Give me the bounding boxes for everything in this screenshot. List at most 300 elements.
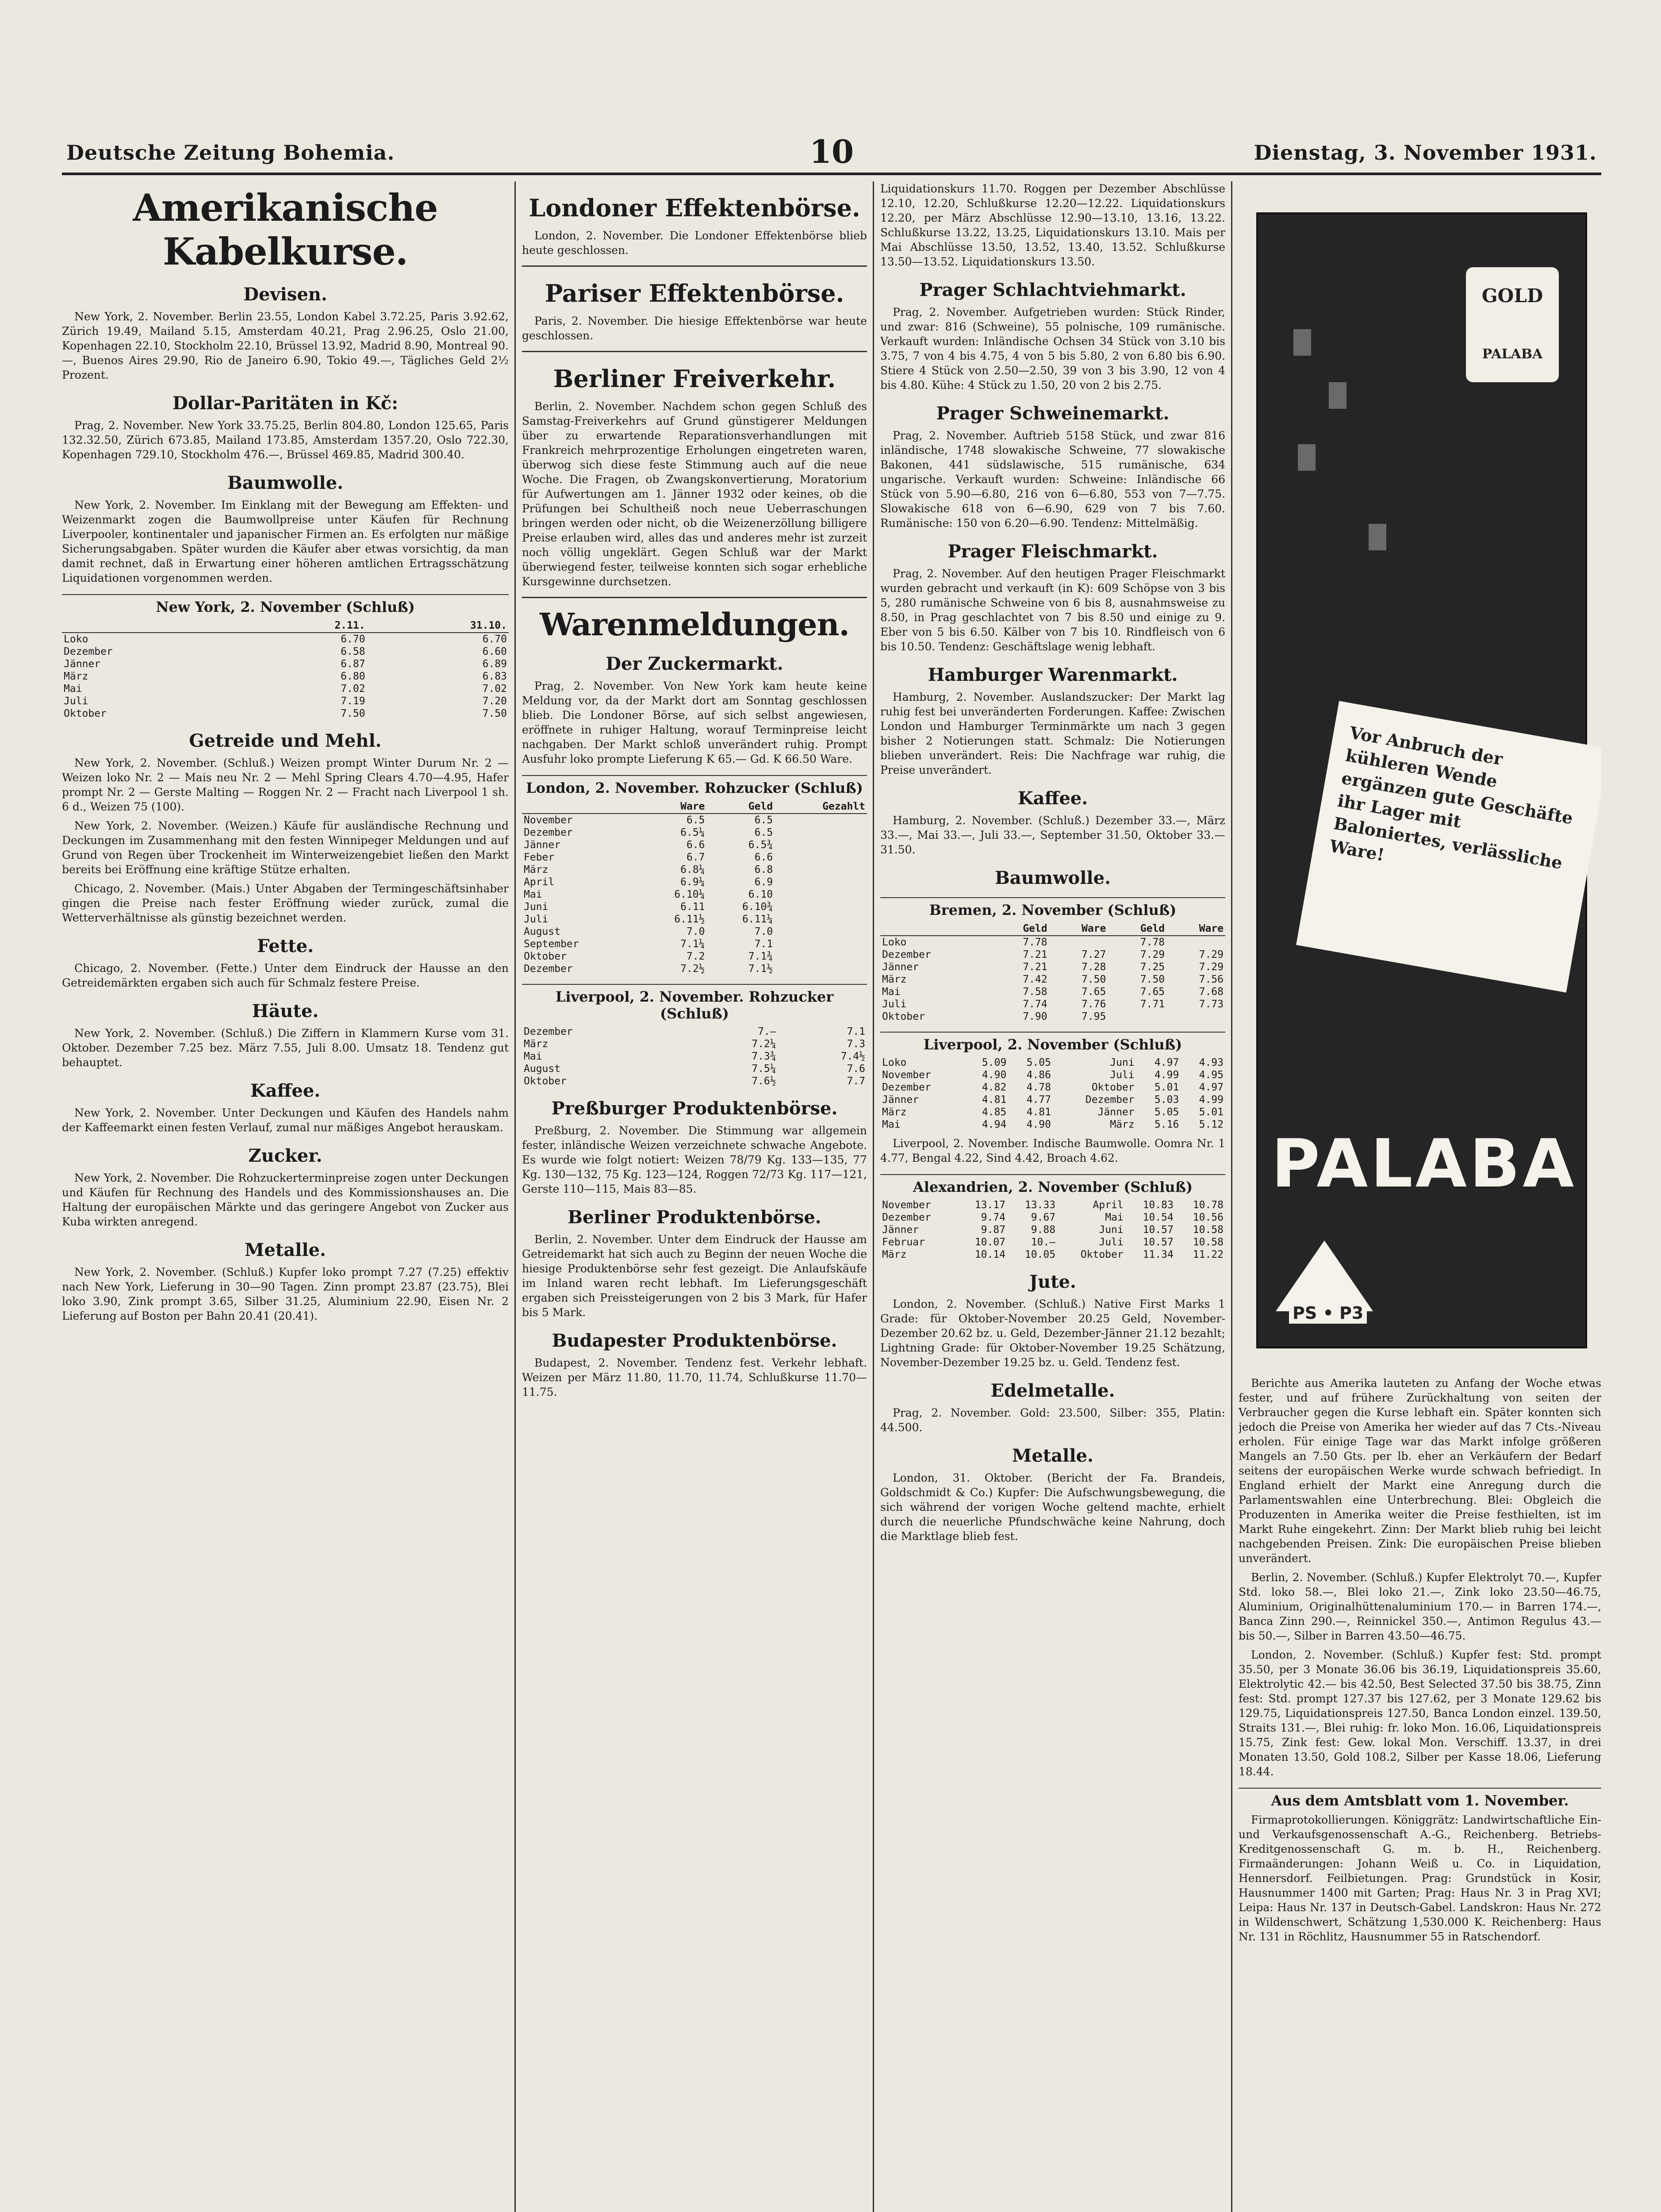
table-cell: 4.95 bbox=[1199, 1069, 1224, 1081]
table-cell bbox=[775, 950, 867, 963]
subhead-fleischmarkt: Prager Fleischmarkt. bbox=[947, 541, 1158, 562]
building-window bbox=[1293, 329, 1311, 356]
table-cell: 6.10¾ bbox=[742, 901, 773, 913]
table-cell: 5.01 bbox=[1154, 1082, 1179, 1093]
table-cell: 7.65 bbox=[1081, 986, 1106, 998]
table-cell bbox=[1166, 936, 1225, 949]
table-row bbox=[880, 936, 1225, 949]
table-cell: 9.88 bbox=[1031, 1224, 1056, 1236]
table-caption: London, 2. November. Rohzucker (Schluß) bbox=[522, 775, 867, 796]
table-header-cell: Ware bbox=[639, 800, 707, 814]
table-cell: 7.3¾ bbox=[752, 1051, 776, 1062]
table-cell: 4.97 bbox=[1199, 1082, 1224, 1093]
table-row bbox=[880, 986, 1225, 998]
table-cell: 7.1½ bbox=[748, 963, 773, 975]
table-row bbox=[62, 645, 509, 658]
table-cell: 10.78 bbox=[1193, 1199, 1224, 1211]
table-cell: 4.99 bbox=[1199, 1094, 1224, 1106]
article-fleischmarkt: Prag, 2. November. Auf den heutigen Prager Fleischmarkt wurden gebracht und verkauft (in K): 609 Schöpse von 3 bis 5, 280 rumänische Schweine von 6 bis 8, ausnahmsweise zu 8.50, in Prag geschlachtet von 7 bis 8.50 und einige zu 9. Eber von 5 bis 6.50. Kälber von 7 bis 10. Rindfleisch von 6 bis 10.50. Tendenz: Geschäftslage wenig lebhaft. bbox=[880, 567, 1225, 653]
subhead-kaffee: Kaffee. bbox=[1017, 788, 1088, 809]
gold-palaba-badge: GOLD PALABA bbox=[1466, 267, 1559, 382]
table-row bbox=[880, 1069, 1225, 1081]
table-caption: Alexandrien, 2. November (Schluß) bbox=[880, 1174, 1225, 1195]
table-row bbox=[522, 826, 867, 839]
table-cell: 7.65 bbox=[1140, 986, 1165, 998]
table-cell: 5.16 bbox=[1154, 1119, 1179, 1130]
subhead-schweinemarkt: Prager Schweinemarkt. bbox=[936, 403, 1170, 424]
table-cell: 7.58 bbox=[1023, 986, 1047, 998]
divider bbox=[522, 597, 867, 598]
table-cell: 4.90 bbox=[1026, 1119, 1051, 1130]
table-cell: 4.90 bbox=[982, 1069, 1007, 1081]
article-devisen: New York, 2. November. Berlin 23.55, London Kabel 3.72.25, Paris 3.92.62, Zürich 19.49, Mailand 5.15, Amsterdam 40.21, Prag 2.96.25, Oslo 21.00, Kopenhagen 22.10, Stockholm 22.10, Brüssel 13.92, Madrid 8.90, Montreal 90.—, Buenos Aires 29.90, Rio de Janeiro 6.90, Tokio 49.—, Tägliches Geld 2½ Prozent. bbox=[62, 310, 509, 381]
table-row bbox=[522, 888, 867, 901]
table-cell: 9.87 bbox=[981, 1224, 1005, 1236]
table-cell: Loko bbox=[882, 937, 907, 948]
table-cell: 4.97 bbox=[1154, 1057, 1179, 1068]
article-metalle: New York, 2. November. (Schluß.) Kupfer loko prompt 7.27 (7.25) effektiv nach New York, Lieferung in 30—90 Tagen. Zinn prompt 23.87 (23.75), Blei loko 3.90, Zink prompt 3.65, Silber 31.25, Aluminium 22.90, Eisen Nr. 2 Lieferung auf Boston per Bahn 20.41 (20.41). bbox=[62, 1266, 509, 1322]
table-cell: 4.77 bbox=[1026, 1094, 1051, 1106]
table-cell: 6.83 bbox=[482, 671, 507, 682]
subhead-hamburg: Hamburger Warenmarkt. bbox=[928, 664, 1178, 685]
table-cell: 7.74 bbox=[1023, 998, 1047, 1010]
table-cell: 6.87 bbox=[341, 658, 365, 670]
table-cell: 7.78 bbox=[1140, 937, 1165, 948]
table-row bbox=[880, 949, 1225, 961]
table-cell: Oktober bbox=[1080, 1249, 1124, 1260]
bremen-cotton-table bbox=[880, 922, 1225, 1023]
article-berlin-produkten: Berlin, 2. November. Unter dem Eindruck der Hausse am Getreidemarkt hat sich auch zu Beginn der neuen Woche die hiesige Produktenbörse sehr fest gezeigt. Die Anlaufskäufe im Inland waren recht lebhaft. Im Lieferungsgeschäft ergaben sich Preissteigerungen von 2 bis 3 Mark, für Hafer bis 5 Mark. bbox=[522, 1233, 867, 1319]
table-caption: New York, 2. November (Schluß) bbox=[62, 594, 509, 615]
table-cell: 7.50 bbox=[482, 708, 507, 719]
table-header-cell bbox=[522, 800, 639, 814]
table-cell: Oktober bbox=[64, 708, 107, 719]
table-row bbox=[880, 1081, 1225, 1094]
ad-brand-name: PALABA bbox=[1271, 1125, 1577, 1202]
table-header-cell bbox=[880, 922, 990, 936]
subhead-baumwolle: Baumwolle. bbox=[994, 868, 1111, 888]
table-cell: 10.57 bbox=[1143, 1224, 1174, 1236]
table-cell: November bbox=[882, 1199, 931, 1211]
table-row bbox=[522, 938, 867, 950]
table-cell: Juni bbox=[1099, 1224, 1124, 1236]
table-row bbox=[880, 1056, 1225, 1069]
column-rule bbox=[514, 181, 516, 2212]
london-sugar-table bbox=[522, 800, 867, 975]
table-cell: 5.12 bbox=[1199, 1119, 1224, 1130]
table-cell: Loko bbox=[64, 634, 88, 645]
table-cell: August bbox=[524, 1063, 561, 1075]
table-cell: 5.01 bbox=[1199, 1106, 1224, 1118]
table-cell: 6.58 bbox=[341, 646, 365, 657]
triangle-logo-icon bbox=[1276, 1240, 1373, 1311]
table-cell: Mai bbox=[64, 683, 82, 695]
table-header-cell: 2.11. bbox=[247, 619, 367, 633]
article-dollar: Prag, 2. November. New York 33.75.25, Berlin 804.80, London 125.65, Paris 132.32.50, Zürich 673.85, Mailand 173.85, Amsterdam 1357.20, Oslo 722.30, Kopenhagen 729.10, Stockholm 476.—, Brüssel 469.85, Madrid 300.40. bbox=[62, 419, 509, 461]
table-cell: 10.58 bbox=[1193, 1237, 1224, 1248]
table-cell bbox=[775, 864, 867, 876]
table-cell: Loko bbox=[882, 1057, 907, 1068]
table-cell: März bbox=[882, 1106, 907, 1118]
table-cell: 6.11¼ bbox=[742, 914, 773, 925]
article-fette: Chicago, 2. November. (Fette.) Unter dem Eindruck der Hausse an den Getreidemärkten ergaben sich auch für Schmalz festere Preise. bbox=[62, 962, 509, 989]
table-cell: 7.2½ bbox=[680, 963, 705, 975]
table-row bbox=[880, 998, 1225, 1010]
article-schweinemarkt: Prag, 2. November. Auftrieb 5158 Stück, und zwar 816 inländische, 1748 slowakische Schweine, 77 slowakische Bakonen, 441 südslawische, 515 rumänische, 634 ungarische. Verkauft wurden: Schweine: Inländische 66 Stück von 5.90—6.80, 216 von 6—6.80, 553 von 7—7.75. Slowakische 618 von 6—6.90, 629 von 7 bis 7.60. Rumänische: 150 von 6.20—6.90. Tendenz: Mittelmäßig. bbox=[880, 429, 1225, 530]
table-cell bbox=[775, 839, 867, 851]
table-cell: Feber bbox=[524, 852, 555, 863]
table-cell: 10.54 bbox=[1143, 1212, 1174, 1223]
table-header-cell: Gezahlt bbox=[775, 800, 867, 814]
table-cell: 10.58 bbox=[1193, 1224, 1224, 1236]
table-cell: Juli bbox=[64, 695, 88, 707]
table-cell: Jänner bbox=[882, 961, 919, 973]
table-cell: 7.28 bbox=[1081, 961, 1106, 973]
building-window bbox=[1329, 382, 1346, 409]
table-cell: 7.7 bbox=[847, 1075, 865, 1087]
table-cell: 7.29 bbox=[1199, 949, 1224, 960]
table-cell: Juni bbox=[524, 901, 549, 913]
article-indien: Liverpool, 2. November. Indische Baumwolle. Oomra Nr. 1 4.77, Bengal 4.22, Sind 4.42, Broach 4.62. bbox=[880, 1137, 1225, 1164]
table-row bbox=[522, 864, 867, 876]
building-window bbox=[1369, 524, 1386, 550]
table-cell: 10.07 bbox=[974, 1237, 1005, 1248]
table-cell: Dezember bbox=[882, 1082, 931, 1093]
table-cell: 6.5 bbox=[754, 827, 773, 838]
table-row bbox=[522, 1075, 867, 1087]
table-cell: 7.4½ bbox=[840, 1051, 865, 1062]
table-cell: Juli bbox=[882, 998, 907, 1010]
column-4 bbox=[1239, 181, 1601, 2212]
table-header-cell: 31.10. bbox=[367, 619, 509, 633]
article-zuckermarkt: Prag, 2. November. Von New York kam heute keine Meldung vor, da der Markt dort am Sonntag geschlossen blieb. Die Londoner Börse, auf sich selbst angewiesen, eröffnete in ruhiger Haltung, worauf Terminpreise leicht nachgaben. Der Markt schloß unverändert ruhig. Prompt Ausfuhr loko prompte Lieferung K 65.— Gd. K 66.50 Ware. bbox=[522, 680, 867, 765]
table-cell: 4.93 bbox=[1199, 1057, 1224, 1068]
subhead-zuckermarkt: Der Zuckermarkt. bbox=[606, 653, 783, 674]
article-schlachtvieh: Prag, 2. November. Aufgetrieben wurden: Stück Rinder, und zwar: 816 (Schweine), 55 polnische, 109 rumänische. Verkauft wurden: Inländische Ochsen 34 Stück von 3.10 bis 3.75, 7 von 4 bis 4.75, 4 von 5 bis 5.80, 2 von 6.80 bis 6.90. Stiere 4 Stück von 2.50—2.50, 39 von 3 bis 3.90, 12 von 4 bis 4.80. Kühe: 4 Stück zu 1.50, 20 von 2 bis 2.75. bbox=[880, 306, 1225, 392]
table-header-cell: Geld bbox=[707, 800, 775, 814]
table-cell: 4.81 bbox=[1026, 1106, 1051, 1118]
table-cell: 6.60 bbox=[482, 646, 507, 657]
table-cell: 7.6 bbox=[847, 1063, 865, 1075]
table-cell bbox=[775, 901, 867, 913]
table-cell: November bbox=[524, 814, 573, 826]
table-cell: März bbox=[882, 974, 907, 985]
column-4-text bbox=[1239, 1376, 1601, 1948]
table-cell bbox=[1049, 936, 1108, 949]
table-cell: 6.70 bbox=[482, 634, 507, 645]
table-cell: Jänner bbox=[1097, 1106, 1135, 1118]
table-cell: 7.5¼ bbox=[752, 1063, 776, 1075]
table-row bbox=[522, 1025, 867, 1038]
article-london: London, 2. November. Die Londoner Effektenbörse blieb heute geschlossen. bbox=[522, 229, 867, 257]
table-cell: 5.03 bbox=[1154, 1094, 1179, 1106]
table-cell: 10.57 bbox=[1143, 1237, 1174, 1248]
table-cell: Mai bbox=[524, 889, 542, 900]
subhead-haeute: Häute. bbox=[252, 1001, 319, 1022]
table-row bbox=[880, 1094, 1225, 1106]
table-cell: Mai bbox=[882, 986, 901, 998]
table-cell: 7.02 bbox=[341, 683, 365, 695]
table-cell: 5.09 bbox=[982, 1057, 1007, 1068]
table-cell: Oktober bbox=[524, 951, 567, 962]
table-cell: 13.17 bbox=[974, 1199, 1005, 1211]
table-cell: Jänner bbox=[524, 839, 561, 851]
article-metalle: London, 31. Oktober. (Bericht der Fa. Brandeis, Goldschmidt & Co.) Kupfer: Die Aufschwungsbewegung, die sich während der vorigen Woche geltend machte, erhielt durch die neuerliche Pfundschwäche keine Nahrung, doch die Marktlage blieb fest. bbox=[880, 1471, 1225, 1543]
table-cell: 7.50 bbox=[341, 708, 365, 719]
table-cell: 6.6 bbox=[754, 852, 773, 863]
headline-berlin: Berliner Freiverkehr. bbox=[553, 365, 836, 393]
table-row bbox=[522, 913, 867, 926]
article-liquidation: Liquidationskurs 11.70. Roggen per Dezember Abschlüsse 12.10, 12.20, Schlußkurse 12.20—12.22. Liquidationskurs 12.20, per März Abschlüsse 12.90—13.10, 13.16, 13.22. Schlußkurse 13.22, 13.25, Liquidationskurs 13.10. Mais per Mai Abschlüsse 13.50, 13.52, 13.40, 13.52. Schlußkurse 13.50—13.52. Liquidationskurs 13.50. bbox=[880, 182, 1225, 268]
article-getreide: New York, 2. November. (Schluß.) Weizen prompt Winter Durum Nr. 2 — Weizen loko Nr. 2 — Mais neu Nr. 2 — Mehl Spring Clears 4.70—4.95, Hafer prompt Nr. 2 — Gerste Malting — Roggen Nr. 2 — Fracht nach Liverpool 1 sh. 6 d., Weizen 75 (100). bbox=[62, 757, 509, 813]
table-cell: 7.29 bbox=[1140, 949, 1165, 960]
table-cell: 4.85 bbox=[982, 1106, 1007, 1118]
table-cell: 7.73 bbox=[1199, 998, 1224, 1010]
table-cell: 10.56 bbox=[1193, 1212, 1224, 1223]
table-cell: 6.6 bbox=[686, 839, 705, 851]
table-cell: Juni bbox=[1110, 1057, 1135, 1068]
article-paris: Paris, 2. November. Die hiesige Effektenbörse war heute geschlossen. bbox=[522, 315, 867, 342]
table-cell: September bbox=[524, 938, 579, 950]
table-header-cell: Ware bbox=[1049, 922, 1108, 936]
table-cell: 6.8¼ bbox=[680, 864, 705, 876]
table-cell: 9.67 bbox=[1031, 1212, 1056, 1223]
article-amtsblatt: Firmaprotokollierungen. Königgrätz: Landwirtschaftliche Ein- und Verkaufsgenossenschaft A.-G., Reichenberg. Betriebs-Kreditgenossenschaft G. m. b. H., Reichenberg. Firmaänderungen: Johann Weiß u. Co. in Liquidation, Hennersdorf. Feilbietungen. Prag: Grundstück in Kosir, Hausnummer 1400 mit Garten; Prag: Haus Nr. 3 in Prag XVI; Leipa: Haus Nr. 137 in Deutsch-Gabel. Landskron: Haus Nr. 272 in Wildenschwert, Schätzung 1,530.000 K. Reichenberg: Haus Nr. 131 in Röchlitz, Hausnummer 55 in Ratschendorf. bbox=[1239, 1813, 1601, 1943]
table-cell: 7.50 bbox=[1081, 974, 1106, 985]
table-row bbox=[522, 926, 867, 938]
table-cell bbox=[775, 926, 867, 938]
table-row bbox=[522, 839, 867, 851]
table-cell: 7.2¼ bbox=[752, 1038, 776, 1050]
table-cell: 7.19 bbox=[341, 695, 365, 707]
table-cell: 6.80 bbox=[341, 671, 365, 682]
table-cell: Jänner bbox=[882, 1094, 919, 1106]
table-cell: Juli bbox=[524, 914, 549, 925]
table-cell: Februar bbox=[882, 1237, 925, 1248]
table-cell: Oktober bbox=[524, 1075, 567, 1087]
table-cell: 7.21 bbox=[1023, 949, 1047, 960]
article-berlin: Berlin, 2. November. Nachdem schon gegen Schluß des Samstag-Freiverkehrs auf Grund günstigerer Meldungen über zu erwartende Reparationsverhandlungen mit Frankreich mehrprozentige Erholungen eingetreten waren, überwog sich diese feste Stimmung auch auf die neue Woche. Die Fragen, ob Zwangskonvertierung, Moratorium für Aufwertungen am 1. Jänner 1932 oder keines, ob die Prüfungen bei Schultheiß noch neue Ueberraschungen bringen werden oder nicht, ob die Weizenerzöllung billigere Preise erlauben wird, alles das und anderes mehr ist zurzeit noch völlig ungeklärt. Gegen Schluß war der Markt überwiegend fester, teilweise konnten sich sogar erhebliche Kursgewinne durchsetzen. bbox=[522, 400, 867, 588]
table-cell: 6.9¼ bbox=[680, 876, 705, 888]
table-cell: 4.81 bbox=[982, 1094, 1007, 1106]
table-row bbox=[522, 950, 867, 963]
table-cell bbox=[775, 851, 867, 864]
table-header-cell: Geld bbox=[1108, 922, 1166, 936]
table-cell: 7.1 bbox=[754, 938, 773, 950]
table-cell: 6.89 bbox=[482, 658, 507, 670]
table-cell: 6.10 bbox=[748, 889, 773, 900]
table-caption: Liverpool, 2. November (Schluß) bbox=[880, 1032, 1225, 1053]
article-berlin-metal: Berlin, 2. November. (Schluß.) Kupfer Elektrolyt 70.—, Kupfer Std. loko 58.—, Blei loko 21.—, Zink loko 23.50—46.75, Aluminium, Originalhüttenaluminium 170.— in Barren 174.—, Banca Zinn 290.—, Reinnickel 350.—, Antimon Regulus 43.— bis 50.—, Silber in Barren 43.50—46.75. bbox=[1239, 1571, 1601, 1642]
table-cell: Jänner bbox=[64, 658, 101, 670]
table-cell: April bbox=[1093, 1199, 1124, 1211]
table-cell: 7.29 bbox=[1199, 961, 1224, 973]
article-kaffee: New York, 2. November. Unter Deckungen und Käufen des Handels nahm der Kaffeemarkt einen festen Verlauf, zumal nur mäßiges Angebot herauskam. bbox=[62, 1106, 509, 1134]
table-cell bbox=[775, 876, 867, 888]
table-row bbox=[880, 1010, 1225, 1023]
table-cell: Dezember bbox=[524, 827, 573, 838]
table-cell: November bbox=[882, 1069, 931, 1081]
table-caption: Bremen, 2. November (Schluß) bbox=[880, 897, 1225, 918]
headline-paris: Pariser Effektenbörse. bbox=[545, 279, 844, 307]
table-cell: 10.83 bbox=[1143, 1199, 1174, 1211]
table-row bbox=[62, 670, 509, 683]
ad-logo-label: PS • P3 bbox=[1289, 1302, 1367, 1324]
table-cell bbox=[1166, 1010, 1225, 1023]
table-cell: 9.74 bbox=[981, 1212, 1005, 1223]
table-cell: 7.1 bbox=[847, 1026, 865, 1037]
table-row bbox=[880, 1118, 1225, 1131]
table-cell: 5.05 bbox=[1154, 1106, 1179, 1118]
article-london-metal: London, 2. November. (Schluß.) Kupfer fest: Std. prompt 35.50, per 3 Monate 36.06 bis 36.19, Liquidationspreis 35.60, Elektrolytic 42.— bis 42.50, Best Selected 37.50 bis 38.75, Zinn fest: Std. prompt 127.37 bis 127.62, per 3 Monate 129.62 bis 129.75, Liquidationspreis 127.50, Banca London einzel. 139.50, Straits 131.—, Blei ruhig: fr. loko Mon. 16.06, Liquidationspreis 15.75, Zink fest: Gew. lokal Mon. Verschiff. 13.37, in drei Monaten 13.50, Gold 108.2, Silber per Kasse 18.06, Lieferung 18.44. bbox=[1239, 1648, 1601, 1778]
subhead-zucker: Zucker. bbox=[248, 1145, 322, 1166]
table-cell: März bbox=[524, 864, 549, 876]
alexandria-cotton-table bbox=[880, 1199, 1225, 1261]
table-row bbox=[522, 901, 867, 913]
table-row bbox=[522, 963, 867, 975]
table-cell bbox=[775, 938, 867, 950]
table-header-cell: Ware bbox=[1166, 922, 1225, 936]
table-cell: Dezember bbox=[524, 1026, 573, 1037]
section-title-kabelkurse: Amerikanische Kabelkurse. bbox=[133, 186, 438, 273]
masthead-left: Deutsche Zeitung Bohemia. bbox=[66, 141, 395, 165]
palaba-advertisement bbox=[1256, 212, 1587, 1348]
table-cell: Mai bbox=[882, 1119, 901, 1130]
divider bbox=[522, 265, 867, 267]
liverpool-sugar-table bbox=[522, 1025, 867, 1087]
newspaper-page bbox=[62, 53, 1601, 2212]
subhead-dollar: Dollar-Paritäten in Kč: bbox=[173, 393, 398, 414]
table-cell: 7.21 bbox=[1023, 961, 1047, 973]
headline-london: Londoner Effektenbörse. bbox=[529, 194, 860, 222]
subhead-amtsblatt: Aus dem Amtsblatt vom 1. November. bbox=[1239, 1788, 1601, 1809]
subhead-edelmetalle: Edelmetalle. bbox=[990, 1380, 1115, 1401]
table-cell: 7.6½ bbox=[752, 1075, 776, 1087]
table-cell: 7.78 bbox=[1023, 937, 1047, 948]
table-cell: 6.5¾ bbox=[748, 839, 773, 851]
table-cell bbox=[775, 814, 867, 826]
table-row bbox=[880, 1236, 1225, 1248]
page-number: 10 bbox=[809, 133, 854, 170]
subhead-baumwolle: Baumwolle. bbox=[227, 472, 343, 493]
table-cell: 7.1¾ bbox=[748, 951, 773, 962]
table-cell: Oktober bbox=[882, 1011, 925, 1022]
table-cell bbox=[775, 888, 867, 901]
table-cell: 7.27 bbox=[1081, 949, 1106, 960]
table-cell: März bbox=[64, 671, 88, 682]
table-row bbox=[522, 814, 867, 826]
table-row bbox=[62, 683, 509, 695]
table-cell bbox=[775, 826, 867, 839]
table-cell: 6.7 bbox=[686, 852, 705, 863]
table-header-cell bbox=[62, 619, 247, 633]
table-cell: Mai bbox=[1105, 1212, 1124, 1223]
subhead-devisen: Devisen. bbox=[243, 284, 327, 305]
table-cell: 4.78 bbox=[1026, 1082, 1051, 1093]
article-chicago: Chicago, 2. November. (Mais.) Unter Abgaben der Termingeschäftsinhaber gingen die Preise nach fester Eröffnung wieder zurück, zumal die Wetterverhältnisse als günstig bezeichnet werden. bbox=[62, 882, 509, 924]
table-cell: 6.5¼ bbox=[680, 827, 705, 838]
table-cell: 10.05 bbox=[1024, 1249, 1056, 1260]
table-cell: 7.95 bbox=[1081, 1011, 1106, 1022]
article-jute: London, 2. November. (Schluß.) Native First Marks 1 Grade: für Oktober-November 20.25 Geld, November-Dezember 20.62 bz. u. Geld, Dezember-Jänner 21.12 bezahlt; Lightning Grade: für Oktober-November 19.25 Schätzung, November-Dezember 19.25 bz. u. Geld. Tendenz fest. bbox=[880, 1298, 1225, 1369]
table-cell: Dezember bbox=[1085, 1094, 1135, 1106]
table-cell: 7.0 bbox=[686, 926, 705, 937]
headline-warenmeldungen: Warenmeldungen. bbox=[540, 606, 849, 643]
table-row bbox=[62, 695, 509, 707]
table-row bbox=[880, 973, 1225, 986]
table-cell: 7.20 bbox=[482, 695, 507, 707]
table-cell: Oktober bbox=[1091, 1082, 1135, 1093]
table-cell: 7.71 bbox=[1140, 998, 1165, 1010]
table-cell: 7.02 bbox=[482, 683, 507, 695]
table-cell: 7.56 bbox=[1199, 974, 1224, 985]
liverpool-cotton-table bbox=[880, 1056, 1225, 1131]
subhead-getreide: Getreide und Mehl. bbox=[189, 730, 382, 751]
article-metal-report: Berichte aus Amerika lauteten zu Anfang der Woche etwas fester, und auf frühere Zurückhaltung von seiten der Verbraucher gegen die Kurse lebhaft ein. Später konnten sich jedoch die Preise von Amerika her wieder auf das 7 Cts.-Niveau erholen. Für einige Tage war das Markt infolge größeren Mangels an 7.50 Gts. per lb. eher an Verkäufern der Bedarf seitens der europäischen Werke wurde schwach befriedigt. In England erhielt der Markt eine Anregung durch die Parlamentswahlen eine Unterbrechung. Blei: Obgleich die Produzenten in Amerika weiter die Preise festhielten, ist im Markt Ruhe eingekehrt. Zinn: Der Markt blieb ruhig bei leicht nachgebenden Preisen. Zink: Die europäischen Preise blieben unverändert. bbox=[1239, 1377, 1601, 1565]
table-cell: April bbox=[524, 876, 555, 888]
table-cell: März bbox=[1110, 1119, 1135, 1130]
table-cell: 6.11 bbox=[680, 901, 705, 913]
table-row bbox=[880, 1199, 1225, 1211]
table-cell: Juli bbox=[1099, 1237, 1124, 1248]
ad-note-card: Vor Anbruch der kühleren Wende ergänzen gute Geschäfte ihr Lager mit Baloniertes, verlässliche Ware! bbox=[1296, 701, 1601, 992]
table-cell: 7.42 bbox=[1023, 974, 1047, 985]
table-cell: 11.22 bbox=[1193, 1249, 1224, 1260]
table-cell: 7.76 bbox=[1081, 998, 1106, 1010]
table-cell: 6.10¼ bbox=[674, 889, 705, 900]
table-row bbox=[522, 851, 867, 864]
table-row bbox=[522, 1050, 867, 1063]
subhead-jute: Jute. bbox=[1029, 1271, 1076, 1292]
article-zucker: New York, 2. November. Die Rohzuckerterminpreise zogen unter Deckungen und Käufen für Rechnung des Handels und des Kommissionshauses an. Die Haltung der europäischen Märkte und das geringere Angebot von Zucker aus Kuba wirkten anregend. bbox=[62, 1171, 509, 1228]
column-rule bbox=[1231, 181, 1232, 2212]
table-cell: 6.11½ bbox=[674, 914, 705, 925]
table-cell: 4.99 bbox=[1154, 1069, 1179, 1081]
table-cell: Dezember bbox=[882, 1212, 931, 1223]
page-header bbox=[62, 133, 1601, 175]
table-row bbox=[880, 961, 1225, 973]
table-cell: 6.8 bbox=[754, 864, 773, 876]
table-cell bbox=[775, 913, 867, 926]
table-cell: 4.82 bbox=[982, 1082, 1007, 1093]
article-baumwolle: New York, 2. November. Im Einklang mit der Bewegung am Effekten- und Weizenmarkt zogen die Baumwollpreise unter Käufen für Rechnung Liverpooler, kontinentaler und japanischer Firmen an. Es erfolgten nur mäßige Sicherungsabgaben. Später wurden die Käufer aber etwas vorsichtig, da man damit rechnet, daß in Erwartung einer höheren amtlichen Ertragsschätzung Liquidationen vorgenommen werden. bbox=[62, 499, 509, 584]
table-cell: Juli bbox=[1110, 1069, 1135, 1081]
subhead-kaffee: Kaffee. bbox=[250, 1080, 321, 1101]
issue-date: Dienstag, 3. November 1931. bbox=[1254, 141, 1597, 165]
table-cell: 6.9 bbox=[754, 876, 773, 888]
table-cell: 7.1¼ bbox=[680, 938, 705, 950]
table-cell bbox=[1108, 1010, 1166, 1023]
column-2 bbox=[522, 181, 867, 2212]
table-cell: Dezember bbox=[882, 949, 931, 960]
table-cell: 6.5 bbox=[686, 814, 705, 826]
article-kaffee: Hamburg, 2. November. (Schluß.) Dezember 33.—, März 33.—, Mai 33.—, Juli 33.—, September 31.50, Oktober 33.— 31.50. bbox=[880, 814, 1225, 856]
table-cell: 11.34 bbox=[1143, 1249, 1174, 1260]
table-cell: 10.— bbox=[1031, 1237, 1056, 1248]
table-cell: 5.05 bbox=[1026, 1057, 1051, 1068]
article-hamburg: Hamburg, 2. November. Auslandszucker: Der Markt lag ruhig fest bei unveränderten Forderungen. Kaffee: Zwischen London und Hamburger Terminmärkte um nach 3 gegen bisher 2 Notierungen statt. Schmalz: Die Notierungen blieben unverändert. Reis: Die Nachfrage war ruhig, die Preise unverändert. bbox=[880, 691, 1225, 776]
column-3 bbox=[880, 181, 1225, 2212]
table-row bbox=[880, 1248, 1225, 1261]
table-cell: 7.50 bbox=[1140, 974, 1165, 985]
building-window bbox=[1298, 444, 1316, 471]
table-header-cell: Geld bbox=[990, 922, 1049, 936]
table-cell: 4.86 bbox=[1026, 1069, 1051, 1081]
table-row bbox=[62, 633, 509, 645]
table-row bbox=[522, 1063, 867, 1075]
table-cell: 7.90 bbox=[1023, 1011, 1047, 1022]
subhead-budapest: Budapester Produktenbörse. bbox=[552, 1330, 837, 1351]
